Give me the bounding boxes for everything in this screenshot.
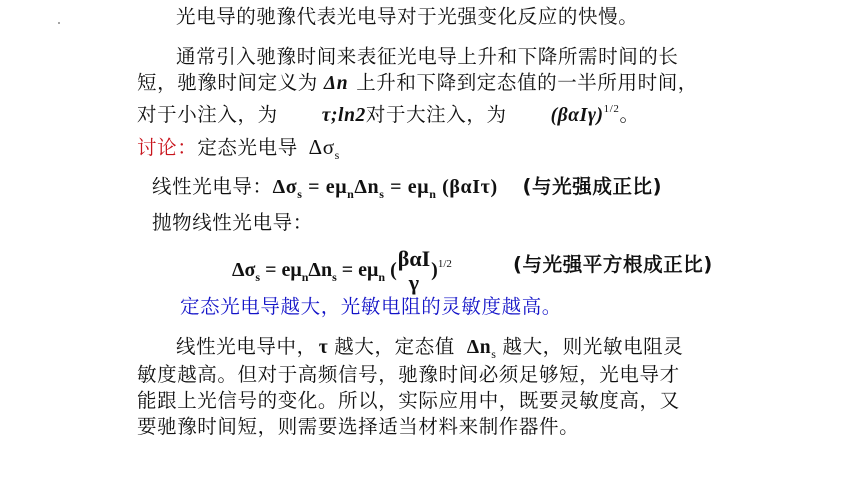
small-injection-formula: τ;ln2 <box>321 105 366 126</box>
parabolic-term-4: = eμ <box>336 259 379 281</box>
relaxation-line-2-end: 上升和下降到定态值的一半所用时间， <box>356 71 698 94</box>
linear-label: 线性光电导： <box>152 175 273 198</box>
parabolic-term-4-sub: n <box>378 270 386 284</box>
linear-photoconductance <box>152 176 662 205</box>
linear-term-5: (βαIτ) <box>436 176 498 198</box>
large-injection-label: 对于大注入，为 <box>365 103 507 126</box>
parabolic-exponent: 1/2 <box>437 258 452 270</box>
linear-term-2: = eμ <box>302 176 348 198</box>
linear-formula <box>272 176 498 201</box>
relaxation-line-2 <box>137 72 698 95</box>
closing-line-1 <box>176 336 683 365</box>
delta-ns-subscript: s <box>491 347 497 361</box>
relaxation-line-1: 通常引入驰豫时间来表征光电导上升和下降所需时间的长 <box>176 45 679 68</box>
parabolic-term-3-sub: s <box>332 270 337 284</box>
parabolic-note: (与光强平方根成正比) <box>513 253 713 276</box>
relaxation-line-3 <box>137 98 640 127</box>
closing-line-2: 敏度越高。但对于高频信号，驰豫时间必须足够短，光电导才 <box>137 363 680 386</box>
intro-sentence: 光电导的驰豫代表光电导对于光强变化反应的快慢。 <box>176 5 639 28</box>
corner-dot <box>58 22 60 24</box>
closing-line-3: 能跟上光信号的变化。所以，实际应用中，既要灵敏度高，又 <box>137 389 680 412</box>
large-injection-exponent: 1/2 <box>603 103 620 115</box>
discussion-heading <box>137 136 340 166</box>
linear-term-1-sub: s <box>297 187 303 201</box>
parabolic-term-2: = eμ <box>260 259 302 281</box>
fraction-numerator: βαI <box>397 246 431 272</box>
delta-n-symbol: Δn <box>323 73 349 94</box>
tau-symbol: τ <box>318 337 329 358</box>
parabolic-open-paren: ( <box>385 259 397 281</box>
conclusion-highlight: 定态光电导越大，光敏电阻的灵敏度越高。 <box>180 295 562 318</box>
parabolic-label: 抛物线性光电导： <box>152 211 313 234</box>
small-injection-label: 对于小注入，为 <box>137 103 278 126</box>
closing-line-1-middle: 越大，定态值 <box>334 335 455 358</box>
sentence-end: 。 <box>619 103 640 126</box>
closing-line-1-end: 越大，则光敏电阻灵 <box>502 335 684 358</box>
closing-line-4: 要驰豫时间短，则需要选择适当材料来制作器件。 <box>137 415 580 438</box>
discussion-title: 定态光电导 <box>197 136 298 159</box>
linear-term-2-sub: n <box>347 187 355 201</box>
delta-sigma-subscript: s <box>334 148 340 162</box>
large-injection-formula: (βαIγ) <box>550 105 604 126</box>
parabolic-close-paren: ) <box>431 259 438 281</box>
parabolic-term-1: Δσ <box>232 259 256 281</box>
discussion-label: 讨论： <box>137 136 198 159</box>
linear-term-4: = eμ <box>384 176 430 198</box>
linear-term-1: Δσ <box>272 176 298 198</box>
delta-ns-symbol: Δn <box>466 337 492 358</box>
linear-term-3: Δn <box>354 176 380 198</box>
closing-line-1-start: 线性光电导中， <box>176 335 317 358</box>
parabolic-term-3: Δn <box>308 259 333 281</box>
linear-term-4-sub: n <box>429 187 437 201</box>
linear-note: (与光强成正比) <box>522 175 663 198</box>
delta-sigma-symbol: Δσ <box>308 135 335 159</box>
fraction-denominator: γ <box>408 270 420 296</box>
parabolic-term-1-sub: s <box>255 270 261 284</box>
parabolic-fraction <box>398 247 430 295</box>
parabolic-term-2-sub: n <box>301 270 309 284</box>
linear-term-3-sub: s <box>379 187 385 201</box>
relaxation-line-2-start: 短，驰豫时间定义为 <box>137 71 318 94</box>
